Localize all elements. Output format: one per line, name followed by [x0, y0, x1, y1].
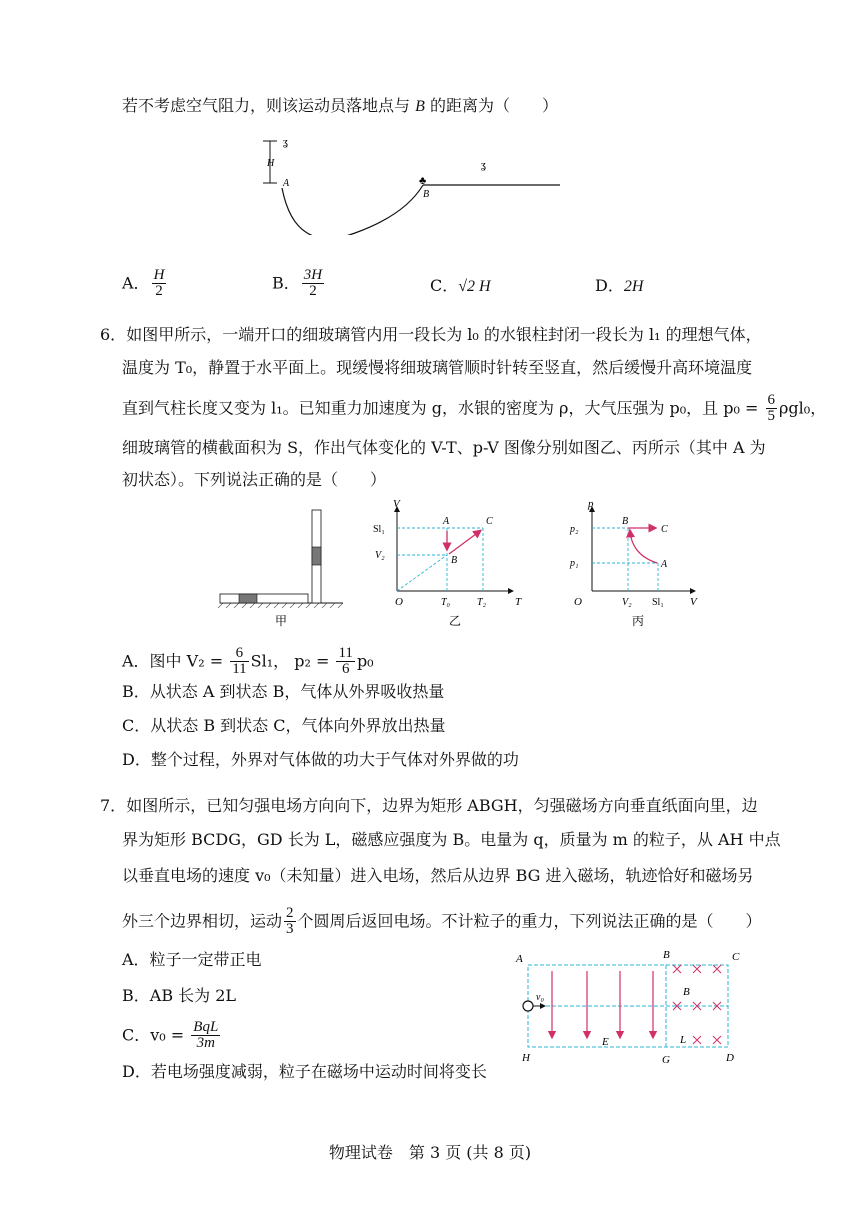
tick-V2: V₂ — [622, 597, 632, 608]
corner-G: G — [662, 1054, 670, 1066]
q6-stem-line1: 6．如图甲所示，一端开口的细玻璃管内用一段长为 l₀ 的水银柱封闭一段长为 l₁ 的理想气体， — [100, 325, 762, 344]
q7-stem-line1: 7．如图所示，已知匀强电场方向向下，边界为矩形 ABGH，匀强磁场方向垂直纸面向里，边 — [100, 796, 758, 815]
q7-stem-line4: 外三个边界相切，运动 $\frac{2}{3}$ 个圆周后返回电场。不计粒子的重力，下列说法正确的是（ ） — [122, 905, 762, 937]
fraction: $\frac{H}{2}$ — [153, 267, 165, 299]
q7-option-d: D．若电场强度减弱，粒子在磁场中运动时间将变长 — [122, 1062, 487, 1081]
axis-label-p: p — [588, 498, 594, 510]
q7-stem-line3: 以垂直电场的速度 v₀（未知量）进入电场，然后从边界 BG 进入磁场，轨迹恰好和磁场另 — [122, 866, 754, 885]
point-A: A — [661, 559, 668, 570]
label-L: L — [680, 1034, 687, 1046]
point-B: B — [451, 555, 458, 566]
corner-A: A — [516, 953, 523, 965]
q5-stem: 若不考虑空气阻力，则该运动员落地点与 B 的距离为（ ） — [122, 96, 558, 115]
skier-icon-b: ♣ — [419, 175, 427, 187]
q7-figure — [510, 945, 750, 1070]
tick-T0: T₀ — [441, 597, 451, 608]
point-C: C — [661, 524, 668, 535]
tick-T2: T₂ — [477, 597, 487, 608]
q7-option-c: C．v₀ = $\frac{\text{BqL}}{3m}$ — [122, 1019, 219, 1051]
q6-figure-bing — [560, 495, 720, 630]
q5-option-d: D．2H — [595, 276, 644, 295]
fraction: $\frac{6}{5}$ — [767, 392, 776, 424]
skier-icon-air: ʓ — [481, 159, 486, 171]
fig-label-bing: 丙 — [632, 614, 645, 628]
label-E: E — [602, 1036, 609, 1048]
origin-label: O — [395, 596, 403, 608]
q6-stem-line2: 温度为 T₀，静置于水平面上。现缓慢将细玻璃管顺时针转至竖直，然后缓慢升高环境温度 — [122, 358, 753, 377]
q6-stem-line4: 细玻璃管的横截面积为 S，作出气体变化的 V-T、p-V 图像分别如图乙、丙所示（其中 A 为 — [122, 438, 766, 457]
page-footer: 物理试卷 第 3 页 (共 8 页) — [328, 1143, 532, 1162]
label-B-field: B — [683, 986, 690, 998]
q6-option-d: D．整个过程，外界对气体做的功大于气体对外界做的功 — [122, 750, 519, 769]
tick-p1: p₁ — [570, 558, 579, 569]
q7-option-a: A．粒子一定带正电 — [122, 950, 262, 969]
tick-V2: V₂ — [375, 550, 385, 561]
q5-option-c: C．√2 H — [430, 276, 491, 295]
point-B: B — [622, 516, 629, 527]
fraction: $\frac{6}{11}$ — [232, 645, 247, 677]
q6-figure-yi — [365, 495, 525, 630]
q5-label-A: A — [283, 178, 290, 189]
tick-Sl1: Sl₁ — [373, 524, 385, 535]
corner-B: B — [663, 949, 670, 961]
q5-option-b: B． $\frac{3H}{2}$ — [272, 267, 323, 299]
point-A: A — [443, 516, 450, 527]
q5-label-B: B — [423, 189, 430, 200]
fig-label-jia: 甲 — [275, 614, 288, 628]
skier-icon-top: ʓ — [283, 136, 288, 148]
label-v0: v₀ — [536, 992, 544, 1003]
q7-option-b: B．AB 长为 2L — [122, 986, 237, 1005]
q6-stem-line3: 直到气柱长度又变为 l₁。已知重力加速度为 g，水银的密度为 ρ，大气压强为 p₀，且 p₀ = $\frac{6}{5}$ ρgl₀， — [122, 392, 827, 424]
axis-label-T: T — [515, 596, 522, 608]
axis-label-V: V — [690, 596, 697, 608]
tick-p2: p₂ — [570, 524, 579, 535]
q6-option-a: A．图中 V₂ = $\frac{6}{11}$ Sl₁， p₂ = $\frac{11}{6}$ p₀ — [122, 645, 374, 677]
q5-option-a: A． $\frac{H}{2}$ — [122, 267, 165, 299]
axis-label-V: V — [393, 498, 400, 510]
q6-figure-jia — [215, 505, 350, 630]
q6-option-c: C．从状态 B 到状态 C，气体向外界放出热量 — [122, 716, 446, 735]
corner-H: H — [522, 1052, 530, 1064]
fraction: $\frac{11}{6}$ — [338, 645, 353, 677]
q7-stem-line2: 界为矩形 BCDG，GD 长为 L，磁感应强度为 B。电量为 q，质量为 m 的粒子，从 AH 中点 — [122, 830, 781, 849]
point-C: C — [486, 516, 493, 527]
fraction: $\frac{3H}{2}$ — [303, 267, 323, 299]
tick-Sl1: Sl₁ — [652, 597, 664, 608]
corner-D: D — [726, 1052, 734, 1064]
q6-option-b: B．从状态 A 到状态 B，气体从外界吸收热量 — [122, 682, 445, 701]
q5-figure — [255, 135, 575, 235]
fig-label-yi: 乙 — [449, 614, 462, 628]
q5-label-H: H — [267, 158, 275, 169]
origin-label: O — [574, 596, 582, 608]
corner-C: C — [732, 951, 740, 963]
fraction: $\frac{2}{3}$ — [286, 905, 294, 937]
particle-icon — [523, 1001, 533, 1011]
fraction: $\frac{\text{BqL}}{3m}$ — [193, 1019, 219, 1051]
magnetic-field-crosses — [673, 965, 721, 1044]
q6-stem-line5: 初状态）。下列说法正确的是（ ） — [122, 470, 387, 489]
